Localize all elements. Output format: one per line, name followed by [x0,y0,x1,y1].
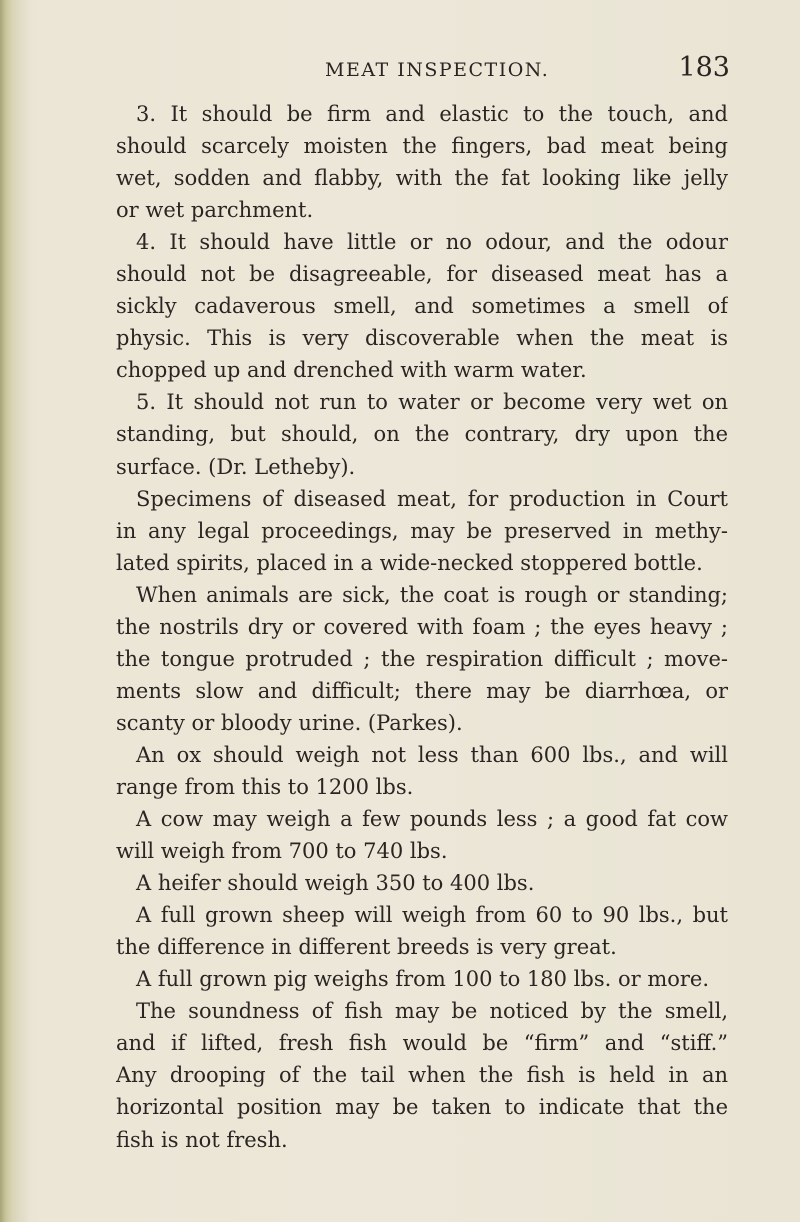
text-line: Any drooping of the tail when the fish is held in an [116,1063,728,1088]
text-line: fish is not fresh. [116,1127,288,1152]
text-line: The soundness of fish may be noticed by the smell, [136,999,728,1024]
text-line: should scarcely moisten the fingers, bad meat being [116,134,728,159]
text-line: chopped up and drenched with warm water. [116,358,587,383]
text-line: scanty or bloody urine. (Parkes). [116,710,463,735]
text-line: standing, but should, on the contrary, dry upon the [116,422,728,447]
text-line: A full grown pig weighs from 100 to 180 lbs. or more. [136,967,710,992]
text-line: A cow may weigh a few pounds less ; a good fat cow [136,807,728,832]
text-line: When animals are sick, the coat is rough or standing; [136,582,728,607]
page-header [120,52,730,92]
text-line: the nostrils dry or covered with foam ; the eyes heavy ; [116,614,728,639]
text-line: 4. It should have little or no odour, and the odour [136,230,728,255]
text-line: in any legal proceedings, may be preserved in methy- [116,518,728,543]
text-line: A full grown sheep will weigh from 60 to 90 lbs., but [136,903,728,928]
text-line: horizontal position may be taken to indicate that the [116,1095,728,1120]
text-line: or wet parchment. [116,198,314,223]
text-line: ments slow and difficult; there may be diarrhœa, or [116,678,728,703]
text-line: Specimens of diseased meat, for production in Court [136,486,728,511]
text-line: the difference in different breeds is very great. [116,935,617,960]
text-line: sickly cadaverous smell, and sometimes a smell of [116,294,728,319]
running-head: MEAT INSPECTION. [325,59,550,81]
text-line: An ox should weigh not less than 600 lbs., and will [136,742,728,767]
text-line: 5. It should not run to water or become very wet on [136,390,728,415]
text-line: the tongue protruded ; the respiration difficult ; move- [116,646,728,671]
text-line: should not be disagreeable, for diseased meat has a [116,262,728,287]
text-line: A heifer should weigh 350 to 400 lbs. [136,871,535,896]
body-text [116,98,728,1156]
text-line: physic. This is very discoverable when the meat is [116,326,728,351]
text-line: lated spirits, placed in a wide-necked stoppered bottle. [116,550,703,575]
text-line: will weigh from 700 to 740 lbs. [116,839,448,864]
text-line: range from this to 1200 lbs. [116,774,414,799]
text-line: and if lifted, fresh fish would be “firm” and “stiff.” [116,1031,728,1056]
page-spine-shadow [0,0,30,1222]
text-line: wet, sodden and flabby, with the fat looking like jelly [116,166,728,191]
page-number: 183 [678,52,730,83]
text-line: surface. (Dr. Letheby). [116,454,356,479]
text-line: 3. It should be firm and elastic to the touch, and [136,102,728,126]
